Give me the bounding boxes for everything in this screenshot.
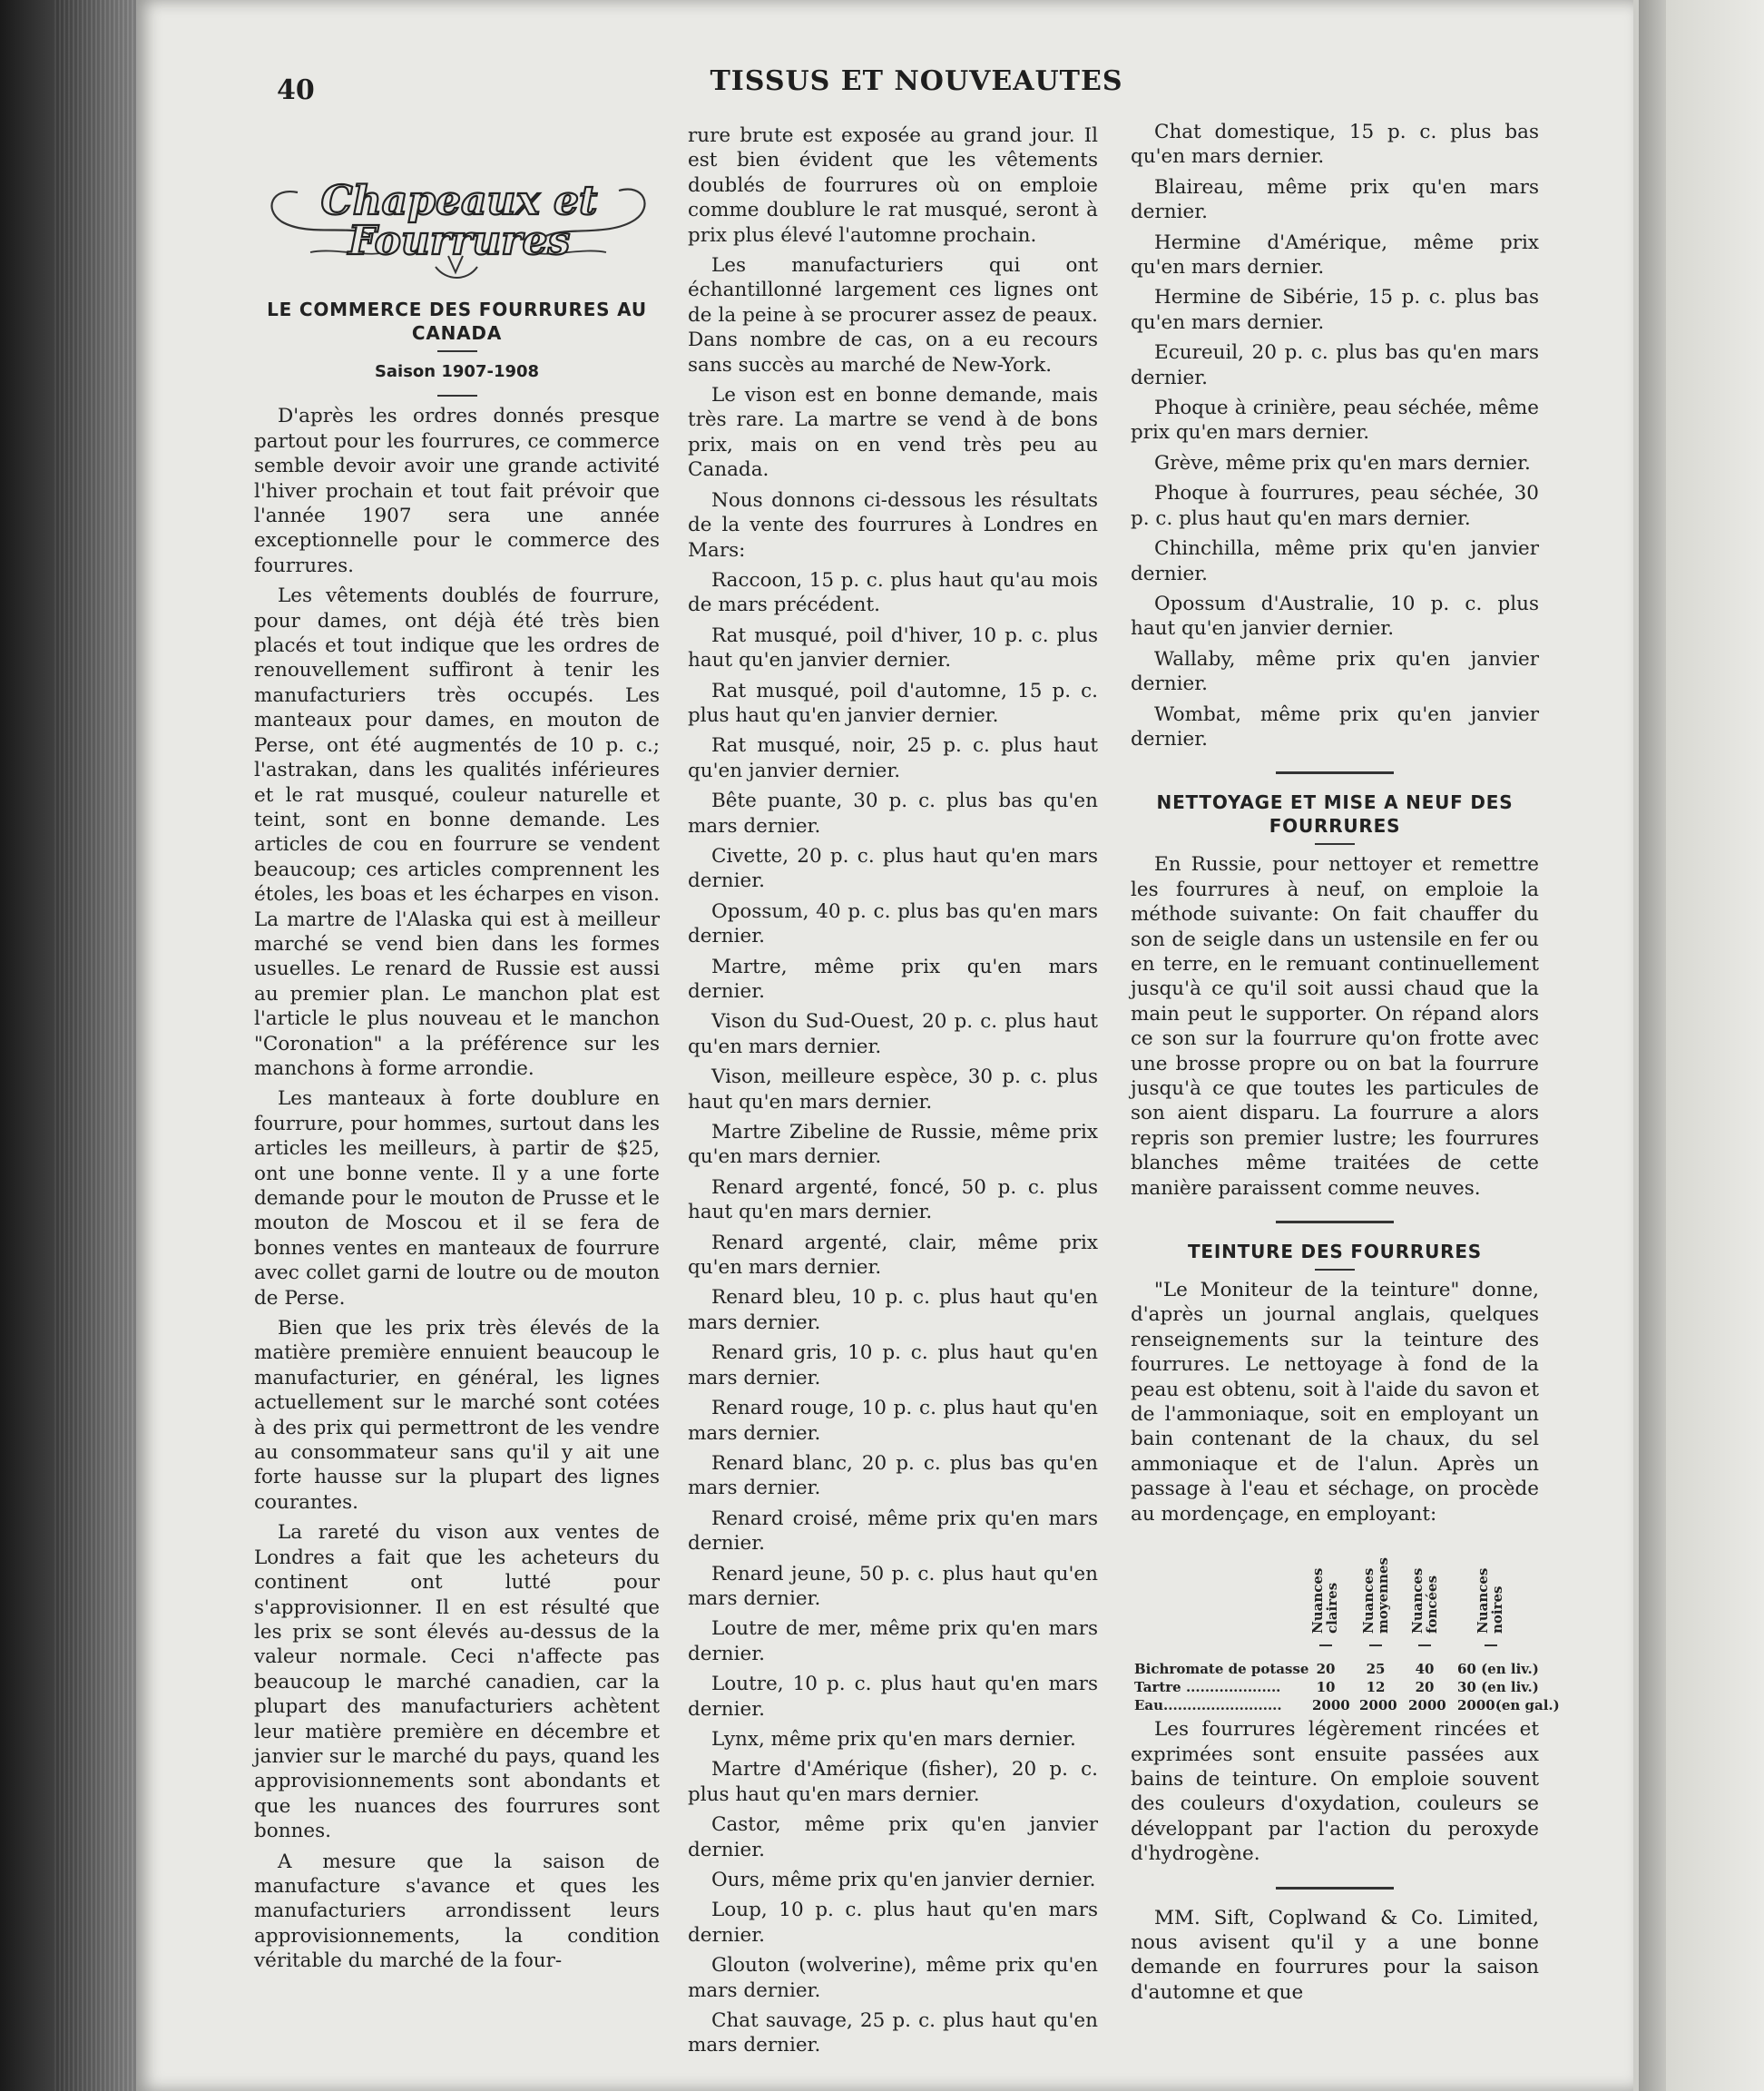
price-entry: Phoque à crinière, peau séchée, même prix qu'en mars dernier. bbox=[1131, 397, 1539, 445]
table-cell: 30 (en liv.) bbox=[1457, 1679, 1539, 1696]
paragraph: Les fourrures légèrement rincées et exprimées sont ensuite passées aux bains de teinture. On emploie souvent des couleurs d'oxydation, couleurs se développant par l'action du peroxyde d'hydrogène. bbox=[1131, 1718, 1539, 1866]
price-entry: Ecureuil, 20 p. c. plus bas qu'en mars dernier. bbox=[1131, 341, 1539, 389]
price-entry: Chat domestique, 15 p. c. plus bas qu'en mars dernier. bbox=[1131, 121, 1539, 169]
table-cell-label: Bichromate de potasse bbox=[1134, 1661, 1309, 1678]
divider bbox=[1315, 1269, 1355, 1271]
price-entry: Hermine de Sibérie, 15 p. c. plus bas qu'en mars dernier. bbox=[1131, 286, 1539, 334]
divider bbox=[437, 350, 477, 352]
page-fold-shadow bbox=[1639, 0, 1666, 2091]
table-header: Nuances claires bbox=[1309, 1567, 1340, 1635]
paragraph: Nous donnons ci-dessous les résultats de la vente des fourrures à Londres en Mars: bbox=[688, 488, 1098, 562]
running-head: TISSUS ET NOUVEAUTES bbox=[710, 65, 1123, 97]
price-entry: Renard bleu, 10 p. c. plus haut qu'en mars dernier. bbox=[688, 1286, 1098, 1334]
price-entry: Martre d'Amérique (fisher), 20 p. c. plus haut qu'en mars dernier. bbox=[688, 1758, 1098, 1806]
table-cell: 2000 bbox=[1408, 1697, 1446, 1714]
price-entry: Lynx, même prix qu'en mars dernier. bbox=[711, 1727, 1076, 1751]
column-3 bbox=[1131, 120, 1560, 2010]
price-entry: Civette, 20 p. c. plus haut qu'en mars dernier. bbox=[688, 844, 1098, 893]
price-entry: Chinchilla, même prix qu'en janvier dernier. bbox=[1131, 537, 1539, 585]
paragraph: "Le Moniteur de la teinture" donne, d'après un journal anglais, quelques renseignements sur la teinture des fourrures. Le nettoyage à fond de la peau est obtenu, soit à l'aide du savon et de l'ammoniaque, soit en employant un bain contenant de la chaux, du sel ammoniaque et de l'alun. Après un passage à l'eau et séchage, on procède au mordençage, en employant: bbox=[1131, 1279, 1539, 1526]
paragraph: rure brute est exposée au grand jour. Il est bien évident que les vêtements doublés de fourrures où on emploie comme doublure le rat musqué, seront à prix plus élevé l'automne prochain. bbox=[688, 124, 1098, 247]
price-entry: Wombat, même prix qu'en janvier dernier. bbox=[1131, 702, 1539, 751]
paragraph: En Russie, pour nettoyer et remettre les fourrures à neuf, on emploie la méthode suivante: On fait chauffer du son de seigle dans un ustensile en fer ou en terre, en le remuant continuellement jusqu'à ce qu'il soit aussi chaud que la main peut le supporter. On répand alors ce son sur la fourrure qu'on frotte avec une brosse propre ou on bat la fourrure jusqu'à ce que toutes les particules de son aient disparu. La fourrure a alors repris son premier lustre; les fourrures blanches même traitées de cette manière paraissent comme neuves. bbox=[1131, 853, 1539, 1200]
price-entry: Rat musqué, poil d'hiver, 10 p. c. plus haut qu'en janvier dernier. bbox=[688, 623, 1098, 672]
article-title-nettoyage: NETTOYAGE ET MISE A NEUF DES FOURRURES bbox=[1156, 791, 1514, 838]
paragraph: Bien que les prix très élevés de la matière première ennuient beaucoup le manufacturier, en général, les lignes actuellement sur le marché sont cotées à des prix qui permettront de les vendre au consommateur sans qu'il y ait une forte hausse sur la plupart des lignes courantes. bbox=[254, 1317, 660, 1514]
price-entry: Wallaby, même prix qu'en janvier dernier. bbox=[1131, 647, 1539, 696]
price-entry: Rat musqué, noir, 25 p. c. plus haut qu'en janvier dernier. bbox=[688, 734, 1098, 782]
table-cell: 40 bbox=[1415, 1661, 1435, 1678]
price-entry: Opossum d'Australie, 10 p. c. plus haut qu'en janvier dernier. bbox=[1131, 592, 1539, 641]
section-divider bbox=[1276, 1887, 1394, 1890]
paragraph: D'après les ordres donnés presque partout pour les fourrures, ce commerce semble devoir avoir une grande activité l'hiver prochain et tout fait prévoir que l'année 1907 sera une année exceptionnelle pour le commerce des fourrures. bbox=[254, 405, 660, 577]
table-row bbox=[1131, 1693, 1560, 1714]
table-header: Nuances moyennes bbox=[1360, 1557, 1391, 1635]
table-cell: 10 bbox=[1316, 1679, 1336, 1696]
price-entry: Bête puante, 30 p. c. plus bas qu'en mars dernier. bbox=[688, 790, 1098, 838]
divider bbox=[1319, 1644, 1332, 1646]
price-entry: Vison, meilleure espèce, 30 p. c. plus haut qu'en mars dernier. bbox=[688, 1065, 1098, 1114]
price-entry: Renard jeune, 50 p. c. plus haut qu'en mars dernier. bbox=[688, 1562, 1098, 1610]
table-header: Nuances foncées bbox=[1409, 1567, 1440, 1635]
paragraph: La rareté du vison aux ventes de Londres a fait que les acheteurs du continent ont lutté pour s'approvisionner. Il en est résulté que les prix se sont élevés au-dessus de la valeur normale. Ceci n'affecte pas beaucoup le marché canadien, car la plupart des manufacturiers achètent leur matière première en décembre et janvier sur le marché du pays, quand les approvisionnements sont abondants et que les nuances des fourrures sont bonnes. bbox=[254, 1521, 660, 1843]
table-cell: 60 (en liv.) bbox=[1457, 1661, 1539, 1678]
price-entry: Renard croisé, même prix qu'en mars dernier. bbox=[688, 1507, 1098, 1556]
article-season: Saison 1907-1908 bbox=[374, 362, 540, 381]
price-entry: Loutre, 10 p. c. plus haut qu'en mars dernier. bbox=[688, 1673, 1098, 1721]
mordant-table bbox=[1131, 1532, 1560, 1714]
price-entry: Renard argenté, foncé, 50 p. c. plus haut qu'en mars dernier. bbox=[688, 1175, 1098, 1224]
price-entry: Renard gris, 10 p. c. plus haut qu'en mars dernier. bbox=[688, 1341, 1098, 1389]
article-title-commerce: LE COMMERCE DES FOURRURES AU CANADA bbox=[267, 299, 647, 344]
article-title-teinture: TEINTURE DES FOURRURES bbox=[1187, 1241, 1483, 1263]
column-1 bbox=[254, 120, 660, 1979]
table-row bbox=[1131, 1675, 1539, 1696]
page-number: 40 bbox=[277, 74, 315, 106]
price-entry: Vison du Sud-Ouest, 20 p. c. plus haut qu'en mars dernier. bbox=[688, 1010, 1098, 1058]
table-cell: 20 bbox=[1415, 1679, 1435, 1696]
paragraph: Les vêtements doublés de fourrure, pour dames, ont déjà été très bien placés et tout indique que les ordres de renouvellement suffiront à tenir les manufacturiers très occupés. Les manteaux pour dames, en mouton de Perse, ont été augmentés de 10 p. c.; l'astrakan, dans les qualités inférieures et le rat musqué, couleur naturelle et teint, sont en bonne demande. Les articles de cou en fourrure se vendent beaucoup; ces articles comprennent les étoles, les boas et les écharpes en vison. La martre de l'Alaska qui est à meilleur marché se vend bien dans les formes usuelles. Le renard de Russie est aussi au premier plan. Le manchon plat est l'article le plus nouveau et le manchon "Coronation" a la préférence sur les manchons à forme arrondie. bbox=[254, 584, 660, 1080]
paragraph: A mesure que la saison de manufacture s'avance et ques les manufacturiers arrondissent leurs approvisionnements, la condition véritable du marché de la four- bbox=[254, 1850, 660, 1973]
price-entry: Martre, même prix qu'en mars dernier. bbox=[688, 955, 1098, 1003]
page-edges bbox=[54, 0, 145, 2091]
price-entry: Hermine d'Amérique, même prix qu'en mars dernier. bbox=[1131, 231, 1539, 280]
chapeaux-fourrures-logo bbox=[254, 165, 660, 285]
price-entry: Loup, 10 p. c. plus haut qu'en mars dernier. bbox=[688, 1899, 1098, 1947]
price-entry: Rat musqué, poil d'automne, 15 p. c. plus haut qu'en janvier dernier. bbox=[688, 679, 1098, 727]
logo-line-2: Fourrures bbox=[348, 218, 571, 264]
price-entry: Glouton (wolverine), même prix qu'en mars dernier. bbox=[688, 1954, 1098, 2002]
price-entry: Renard blanc, 20 p. c. plus bas qu'en mars dernier. bbox=[688, 1451, 1098, 1500]
paragraph: Le vison est en bonne demande, mais très rare. La martre se vend à de bons prix, mais on en vend très peu au Canada. bbox=[688, 384, 1098, 482]
paragraph: Les manteaux à forte doublure en fourrure, pour hommes, surtout dans les articles les meilleurs, à partir de $25, ont une bonne vente. Il y a une forte demande pour le mouton de Prusse et le mouton de Moscou et il se fera de bonnes ventes en manteaux de fourrure avec collet garni de loutre ou de mouton de Perse. bbox=[254, 1087, 660, 1310]
price-entry: Blaireau, même prix qu'en mars dernier. bbox=[1131, 175, 1539, 224]
section-divider bbox=[1276, 1221, 1394, 1223]
price-entry: Renard argenté, clair, même prix qu'en mars dernier. bbox=[688, 1231, 1098, 1280]
section-divider bbox=[1276, 771, 1394, 774]
price-entry: Chat sauvage, 25 p. c. plus haut qu'en mars dernier. bbox=[688, 2009, 1098, 2057]
divider bbox=[1418, 1644, 1431, 1646]
price-entry: Opossum, 40 p. c. plus bas qu'en mars dernier. bbox=[688, 899, 1098, 948]
table-cell: 12 bbox=[1366, 1679, 1386, 1696]
table-row bbox=[1131, 1657, 1539, 1678]
divider bbox=[1315, 843, 1355, 845]
table-cell: 25 bbox=[1366, 1661, 1386, 1678]
paragraph: MM. Sift, Coplwand & Co. Limited, nous avisent qu'il y a une bonne demande en fourrures pour la saison d'automne et que bbox=[1131, 1906, 1539, 2004]
table-header: Nuances noires bbox=[1475, 1567, 1505, 1635]
price-entry: Martre Zibeline de Russie, même prix qu'en mars dernier. bbox=[688, 1121, 1098, 1169]
paragraph: Les manufacturiers qui ont échantillonné largement ces lignes ont de la peine à se procurer assez de peaux. Dans nombre de cas, on a eu recours sans succès au marché de New-York. bbox=[688, 254, 1098, 377]
divider bbox=[437, 395, 477, 397]
table-cell-label: Tartre .................... bbox=[1134, 1679, 1281, 1696]
table-cell: 2000(en gal.) bbox=[1457, 1697, 1560, 1714]
price-entry: Loutre de mer, même prix qu'en mars dernier. bbox=[688, 1617, 1098, 1665]
logo-line-1: Chapeaux et bbox=[320, 178, 598, 224]
price-entry: Renard rouge, 10 p. c. plus haut qu'en mars dernier. bbox=[688, 1397, 1098, 1445]
divider bbox=[1369, 1644, 1382, 1646]
price-entry: Grève, même prix qu'en mars dernier. bbox=[1154, 451, 1531, 475]
column-2 bbox=[688, 123, 1098, 2064]
table-cell-label: Eau......................... bbox=[1134, 1697, 1282, 1714]
price-entry: Phoque à fourrures, peau séchée, 30 p. c. plus haut qu'en mars dernier. bbox=[1131, 482, 1539, 530]
table-cell: 20 bbox=[1316, 1661, 1336, 1678]
price-entry: Raccoon, 15 p. c. plus haut qu'au mois de mars précédent. bbox=[688, 568, 1098, 617]
table-cell: 2000 bbox=[1312, 1697, 1350, 1714]
divider bbox=[1485, 1644, 1497, 1646]
table-cell: 2000 bbox=[1359, 1697, 1397, 1714]
price-entry: Castor, même prix qu'en janvier dernier. bbox=[688, 1813, 1098, 1861]
price-entry: Ours, même prix qu'en janvier dernier. bbox=[711, 1869, 1096, 1891]
